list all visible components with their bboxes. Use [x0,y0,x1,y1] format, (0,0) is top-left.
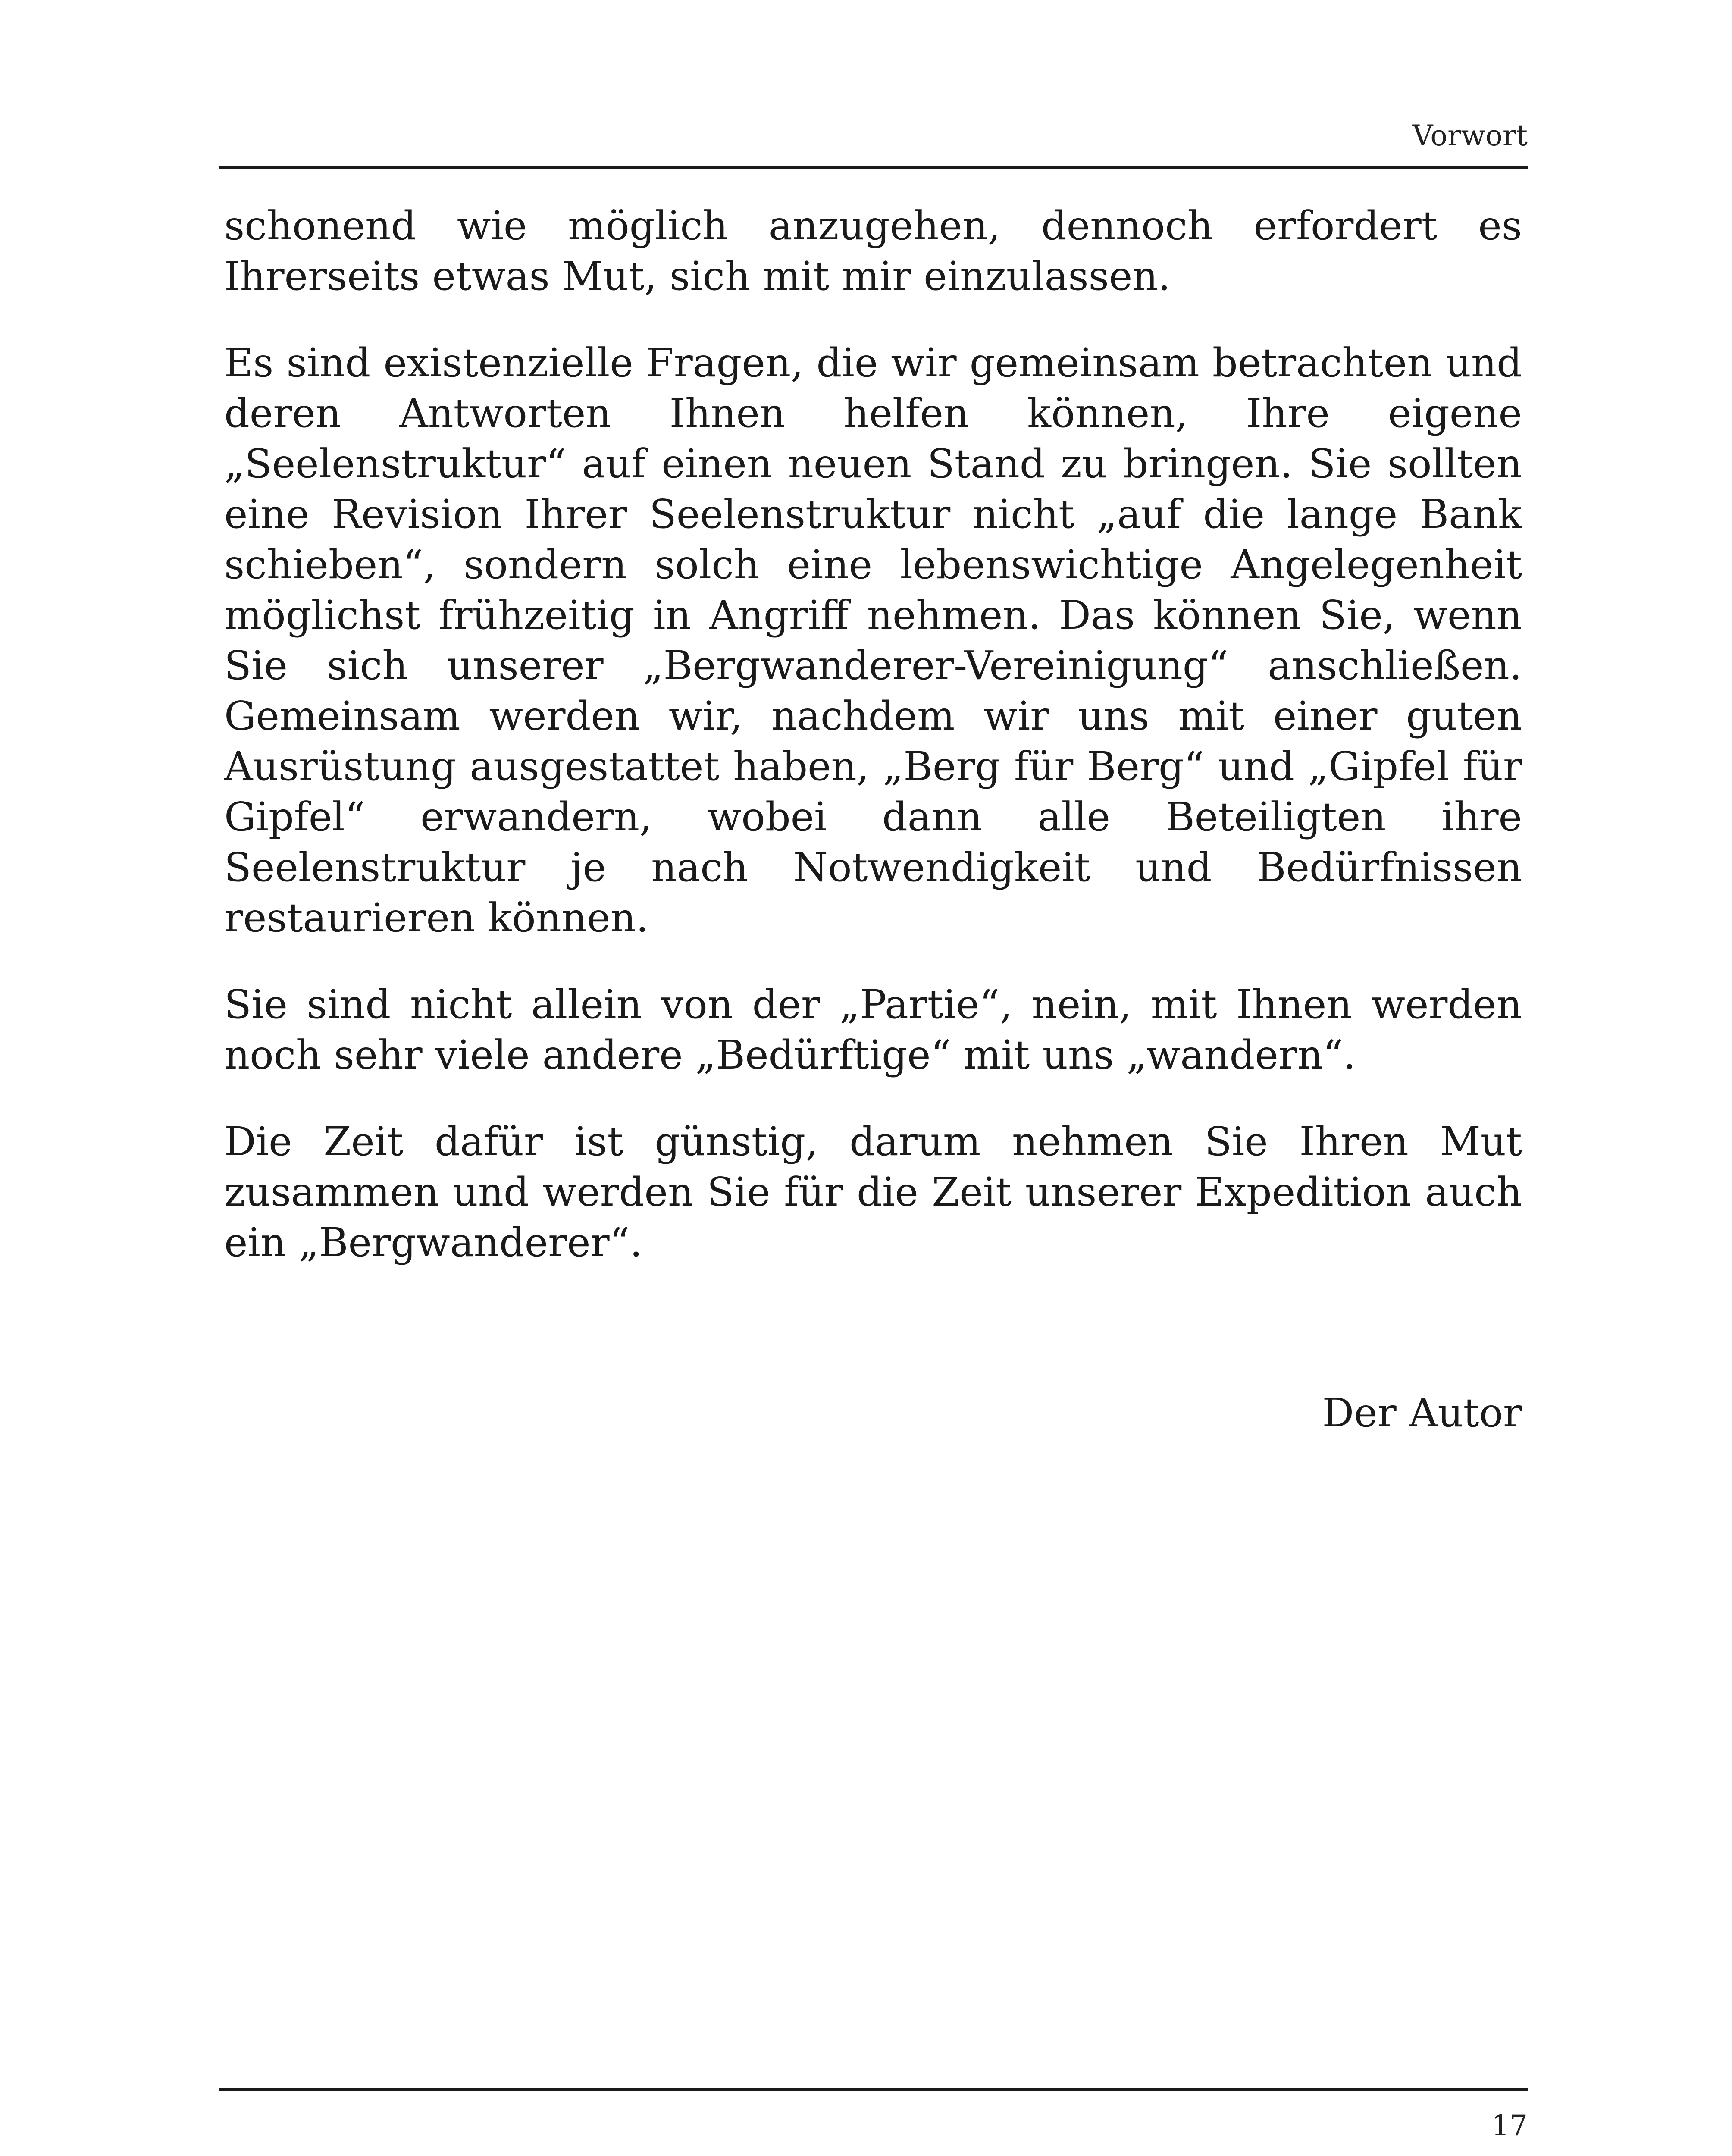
header-rule [219,166,1528,169]
footer-rule [219,2088,1528,2091]
paragraph: Es sind existenzielle Fragen, die wir gemeinsam betrachten und deren Antworten Ihnen helfen können, Ihre eigene „Seelenstruktur“ auf einen neuen Stand zu bringen. Sie sollten eine Revision Ihrer Seelenstruktur nicht „auf die lange Bank schieben“, sondern solch eine lebenswichtige Angelegenheit möglichst frühzeitig in Angriff nehmen. Das können Sie, wenn Sie sich unserer „Bergwanderer-Vereinigung“ anschließen. Gemeinsam werden wir, nachdem wir uns mit einer guten Ausrüstung ausgestattet haben, „Berg für Berg“ und „Gipfel für Gipfel“ erwandern, wobei dann alle Beteiligten ihre Seelenstruktur je nach Notwendigkeit und Bedürfnissen restaurieren können. [224,340,1522,941]
page-number: 17 [1491,2109,1528,2142]
author-signature: Der Autor [1322,1390,1522,1436]
paragraph: Sie sind nicht allein von der „Partie“, nein, mit Ihnen werden noch sehr viele andere „Bedürftige“ mit uns „wandern“. [224,981,1522,1078]
paragraph: schonend wie möglich anzugehen, dennoch erfordert es Ihrerseits etwas Mut, sich mit mir einzulassen. [224,203,1522,299]
running-header-title: Vorwort [1412,119,1528,152]
body-text [224,201,1522,1304]
paragraph: Die Zeit dafür ist günstig, darum nehmen Sie Ihren Mut zusammen und werden Sie für die Zeit unserer Expedition auch ein „Bergwanderer“. [224,1119,1522,1266]
